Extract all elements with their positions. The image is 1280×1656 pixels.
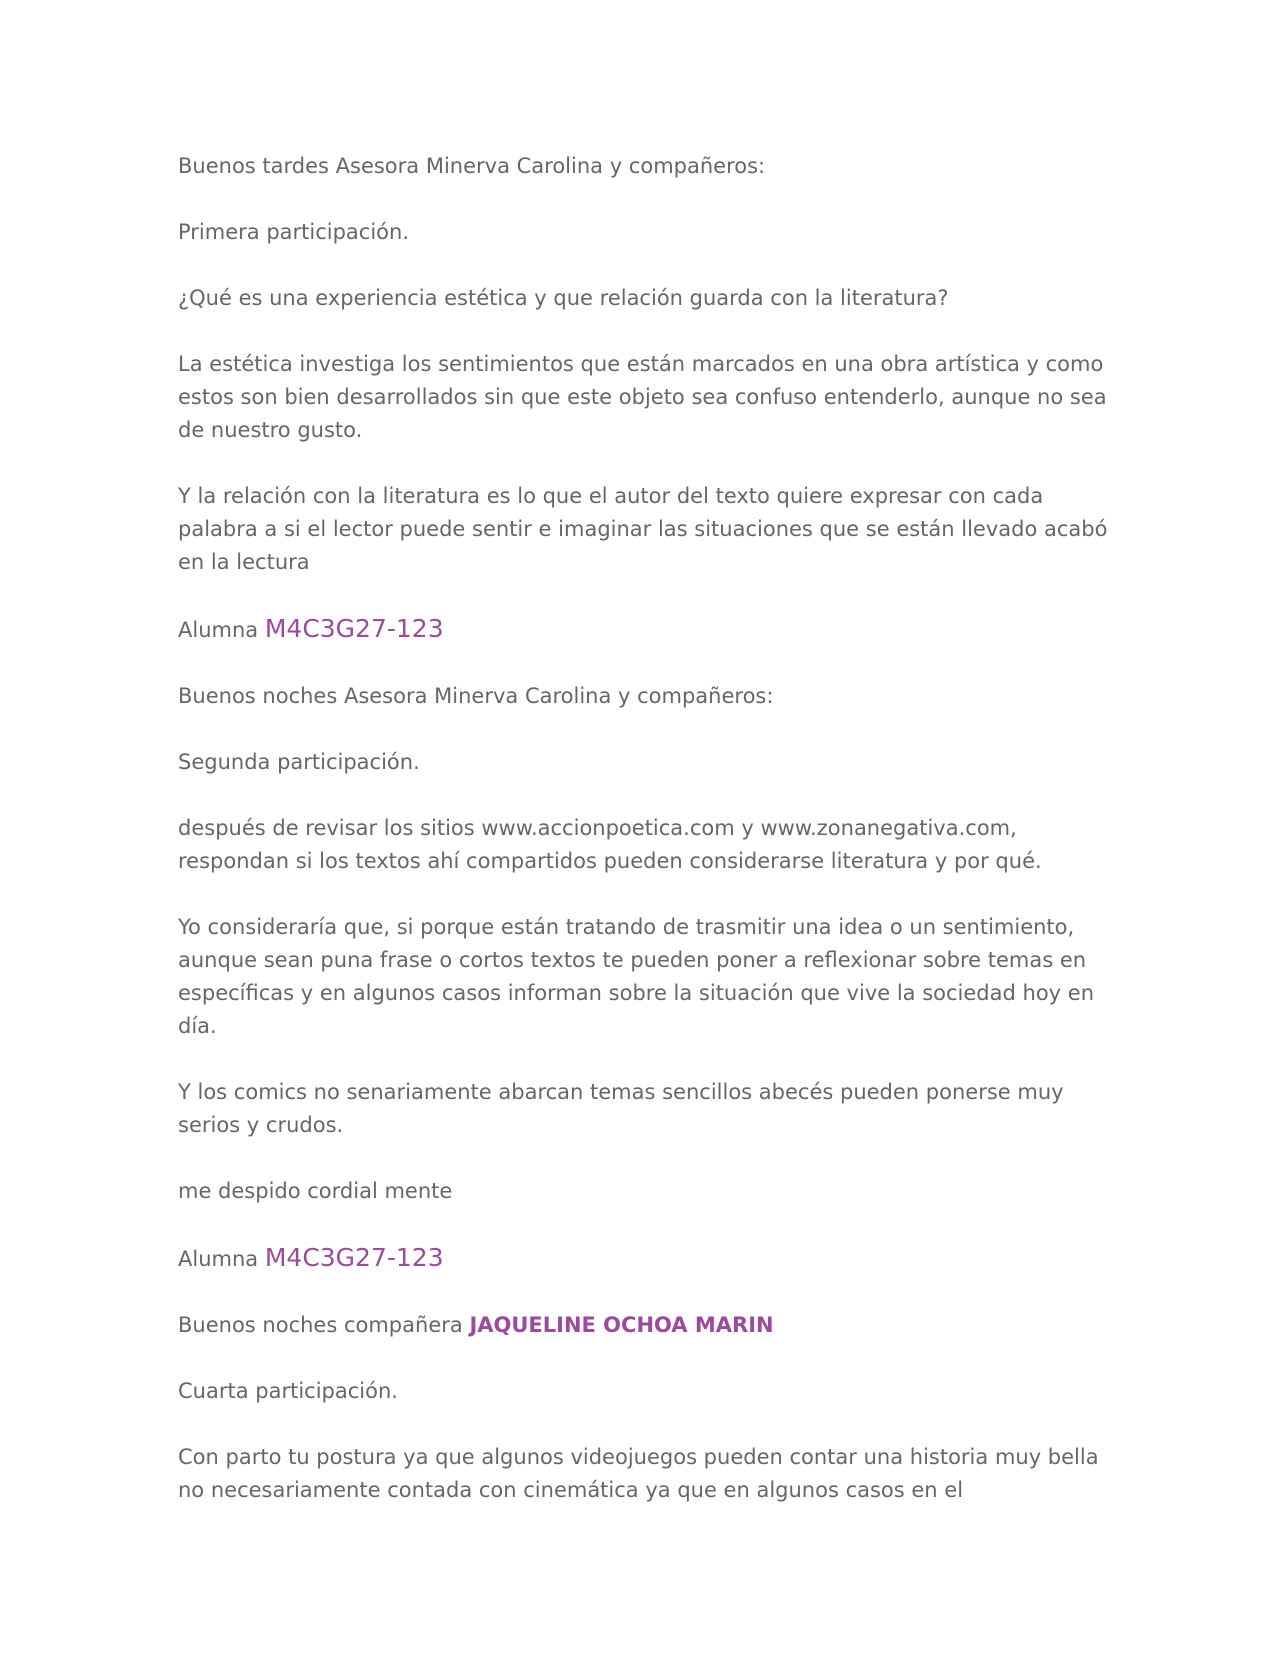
greeting-paragraph: Buenos noches Asesora Minerva Carolina y compañeros: (178, 684, 774, 708)
classmate-name: JAQUELINE OCHOA MARIN (469, 1313, 774, 1337)
answer-paragraph: Y la relación con la literatura es lo que el autor del texto quiere expresar con cada palabra a si el lector puede sentir e imaginar las situaciones que se están llevado acabó en la lectura (178, 484, 1108, 574)
question-paragraph: ¿Qué es una experiencia estética y que relación guarda con la literatura? (178, 286, 949, 310)
signature-line (178, 612, 1108, 647)
signature-label: Alumna (178, 1247, 259, 1271)
greeting-paragraph (178, 1309, 1108, 1342)
prompt-paragraph: después de revisar los sitios www.accionpoetica.com y www.zonanegativa.com, respondan si los textos ahí compartidos pueden considerarse literatura y por qué. (178, 816, 1042, 873)
greeting-paragraph: Buenos tardes Asesora Minerva Carolina y compañeros: (178, 154, 766, 178)
answer-paragraph: Con parto tu postura ya que algunos videojuegos pueden contar una historia muy bella no necesariamente contada con cinemática ya que en algunos casos en el (178, 1445, 1099, 1502)
greeting-prefix: Buenos noches compañera (178, 1313, 463, 1337)
farewell-paragraph: me despido cordial mente (178, 1179, 453, 1203)
participation-heading: Cuarta participación. (178, 1379, 398, 1403)
student-code: M4C3G27-123 (264, 1243, 444, 1272)
document-body (178, 150, 1108, 1540)
participation-heading: Primera participación. (178, 220, 410, 244)
participation-heading: Segunda participación. (178, 750, 420, 774)
signature-line (178, 1241, 1108, 1276)
answer-paragraph: Y los comics no senariamente abarcan temas sencillos abecés pueden ponerse muy serios y crudos. (178, 1080, 1064, 1137)
answer-paragraph: La estética investiga los sentimientos que están marcados en una obra artística y como estos son bien desarrollados sin que este objeto sea confuso entenderlo, aunque no sea de nuestro gusto. (178, 352, 1107, 442)
student-code: M4C3G27-123 (264, 614, 444, 643)
signature-label: Alumna (178, 618, 259, 642)
answer-paragraph: Yo consideraría que, si porque están tratando de trasmitir una idea o un sentimiento, aunque sean puna frase o cortos textos te pueden poner a reflexionar sobre temas en específicas y en algunos casos informan sobre la situación que vive la sociedad hoy en día. (178, 915, 1095, 1038)
